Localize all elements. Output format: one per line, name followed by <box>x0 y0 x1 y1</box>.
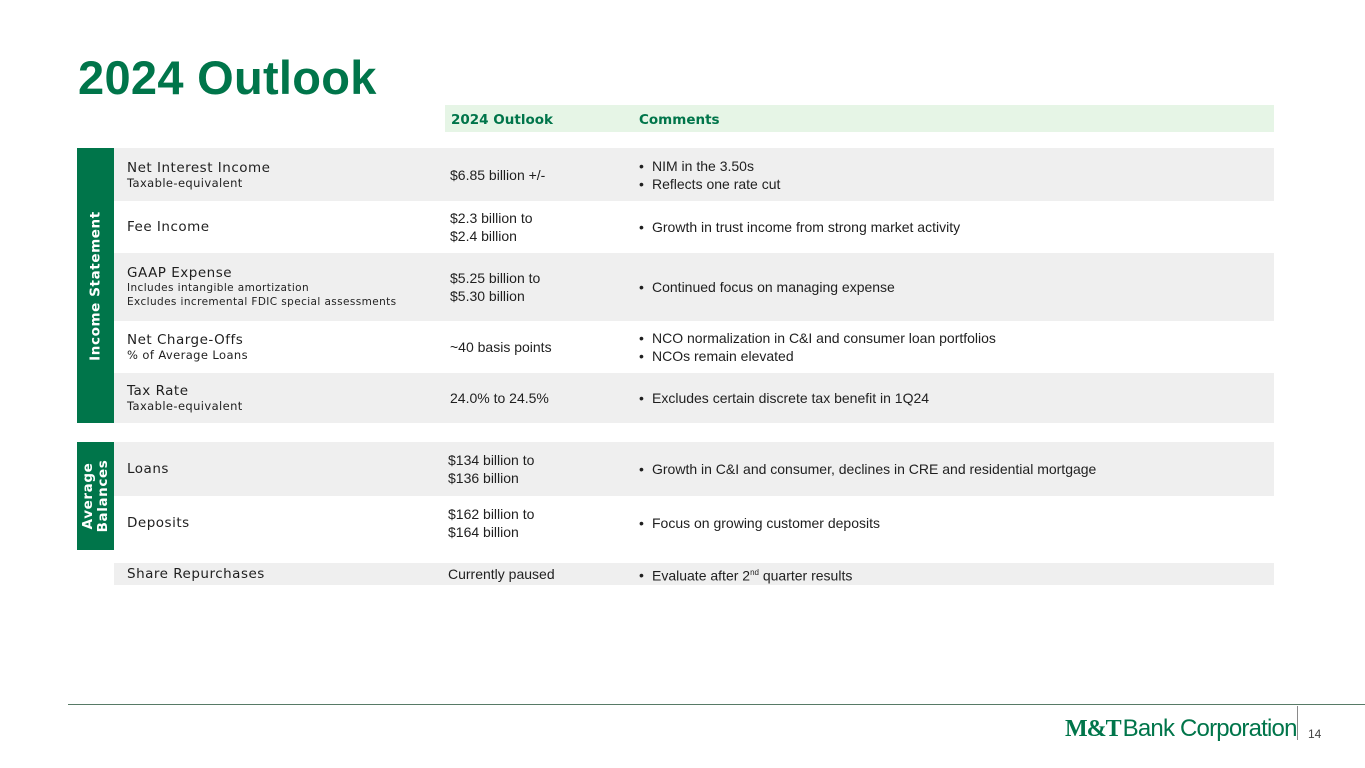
comment-item: • Evaluate after 2nd quarter results <box>639 567 853 584</box>
average-balances-line2: Balances <box>94 459 111 533</box>
outlook-value: $5.30 billion <box>450 288 525 304</box>
average-balances-line1: Average <box>79 462 96 530</box>
comment-item: • NIM in the 3.50s <box>639 157 754 174</box>
table-row-fee-income <box>114 201 1274 253</box>
outlook-value: $164 billion <box>448 524 519 540</box>
metric-label: Share Repurchases <box>127 566 265 582</box>
outlook-value: $136 billion <box>448 470 519 486</box>
logo-text: Bank Corporation <box>1122 715 1297 742</box>
table-row-net-charge-offs <box>114 321 1274 373</box>
comment-item: • Growth in trust income from strong market activity <box>639 219 961 235</box>
comment-item: • Growth in C&I and consumer, declines in CRE and residential mortgage <box>639 461 1097 477</box>
metric-sublabel: Taxable-equivalent <box>127 175 243 190</box>
outlook-value: ~40 basis points <box>450 339 552 355</box>
table-row-deposits <box>114 496 1274 550</box>
outlook-value: $6.85 billion +/- <box>450 166 546 183</box>
logo-separator <box>1297 706 1298 740</box>
metric-label: Net Interest Income <box>127 159 271 176</box>
company-logo <box>1065 715 1297 743</box>
page-title: 2024 Outlook <box>78 51 377 104</box>
outlook-value: $2.3 billion to <box>450 210 533 226</box>
metric-label: GAAP Expense <box>127 265 233 281</box>
average-balances-section-label <box>77 442 114 550</box>
page-number: 14 <box>1308 727 1322 741</box>
average-balances-label-text <box>81 460 111 533</box>
metric-label: Loans <box>127 461 169 477</box>
header-outlook: 2024 Outlook <box>451 112 553 128</box>
header-comments: Comments <box>639 112 720 128</box>
comment-item: • Excludes certain discrete tax benefit in 1Q24 <box>639 390 930 406</box>
table-row-tax-rate <box>114 373 1274 423</box>
outlook-value: $134 billion to <box>448 452 535 468</box>
outlook-value: $5.25 billion to <box>450 270 541 286</box>
metric-sublabel: Taxable-equivalent <box>127 399 243 413</box>
comment-item: • Reflects one rate cut <box>639 175 781 192</box>
metric-label: Deposits <box>127 515 190 531</box>
metric-sublabel: % of Average Loans <box>127 348 248 362</box>
metric-label: Net Charge-Offs <box>127 332 244 348</box>
table-row-loans <box>114 442 1274 496</box>
metric-label: Fee Income <box>127 219 210 235</box>
comment-item: • NCOs remain elevated <box>639 348 794 364</box>
outlook-value: Currently paused <box>448 566 555 582</box>
metric-sublabel: Excludes incremental FDIC special assessments <box>127 296 397 308</box>
outlook-value: $162 billion to <box>448 506 535 522</box>
footer-divider <box>68 704 1365 705</box>
income-statement-label-text: Income Statement <box>87 210 103 361</box>
comment-item: • Continued focus on managing expense <box>639 279 895 295</box>
metric-label: Tax Rate <box>127 383 189 399</box>
table-row-net-interest-income <box>114 148 1274 201</box>
table-header-bar <box>445 105 1274 132</box>
logo-mark: M&T <box>1065 716 1121 742</box>
table-row-share-repurchases <box>114 563 1274 585</box>
outlook-value: 24.0% to 24.5% <box>450 390 549 406</box>
income-statement-section-label <box>77 148 114 423</box>
comment-item: • NCO normalization in C&I and consumer loan portfolios <box>639 330 996 346</box>
outlook-value: $2.4 billion <box>450 228 517 244</box>
table-row-gaap-expense <box>114 253 1274 321</box>
metric-sublabel: Includes intangible amortization <box>127 282 310 294</box>
comment-item: • Focus on growing customer deposits <box>639 515 880 531</box>
